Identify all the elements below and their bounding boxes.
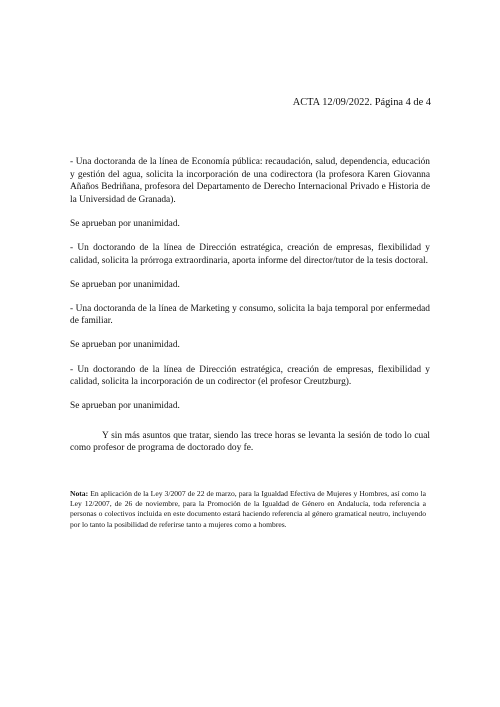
note-label: Nota:: [70, 489, 89, 498]
gender-note: [70, 489, 426, 530]
approval-statement-2: Se aprueban por unanimidad.: [70, 279, 180, 290]
paragraph-item-3: - Una doctoranda de la línea de Marketing y consumo, solicita la baja temporal por enfermedad de familiar.: [70, 303, 430, 327]
note-text: En aplicación de la Ley 3/2007 de 22 de marzo, para la Igualdad Efectiva de Mujeres y Hombres, así como la Ley 12/2007, de 26 de noviembre, para la Promoción de la Igualdad de Género en Andalucía, toda referencia a personas o colectivos incluida en este documento estará haciendo referencia al género gramatical neutro, incluyendo por lo tanto la posibilidad de referirse tanto a mujeres como a hombres.: [70, 489, 426, 529]
approval-statement-1: Se aprueban por unanimidad.: [70, 218, 180, 229]
page-header: ACTA 12/09/2022. Página 4 de 4: [292, 97, 431, 108]
paragraph-item-4: - Un doctorando de la línea de Dirección estratégica, creación de empresas, flexibilidad y calidad, solicita la incorporación de un codirector (el profesor Creutzburg).: [70, 364, 430, 388]
paragraph-item-2: - Un doctorando de la línea de Dirección estratégica, creación de empresas, flexibilidad y calidad, solicita la prórroga extraordinaria, aporta informe del director/tutor de la tesis doctoral.: [70, 242, 430, 266]
document-body: [70, 156, 430, 467]
approval-statement-3: Se aprueban por unanimidad.: [70, 340, 180, 351]
paragraph-item-1: - Una doctoranda de la línea de Economía pública: recaudación, salud, dependencia, educación y gestión del agua, solicita la incorporación de una codirectora (la profesora Karen Giovanna Añaños Bedriñana, profesora del Departamento de Derecho Internacional Privado e Historia de la Universidad de Granada).: [70, 157, 430, 205]
approval-statement-4: Se aprueban por unanimidad.: [70, 401, 180, 412]
closing-statement: Y sin más asuntos que tratar, siendo las trece horas se levanta la sesión de todo lo cual como profesor de programa de doctorado doy fe.: [70, 430, 430, 454]
